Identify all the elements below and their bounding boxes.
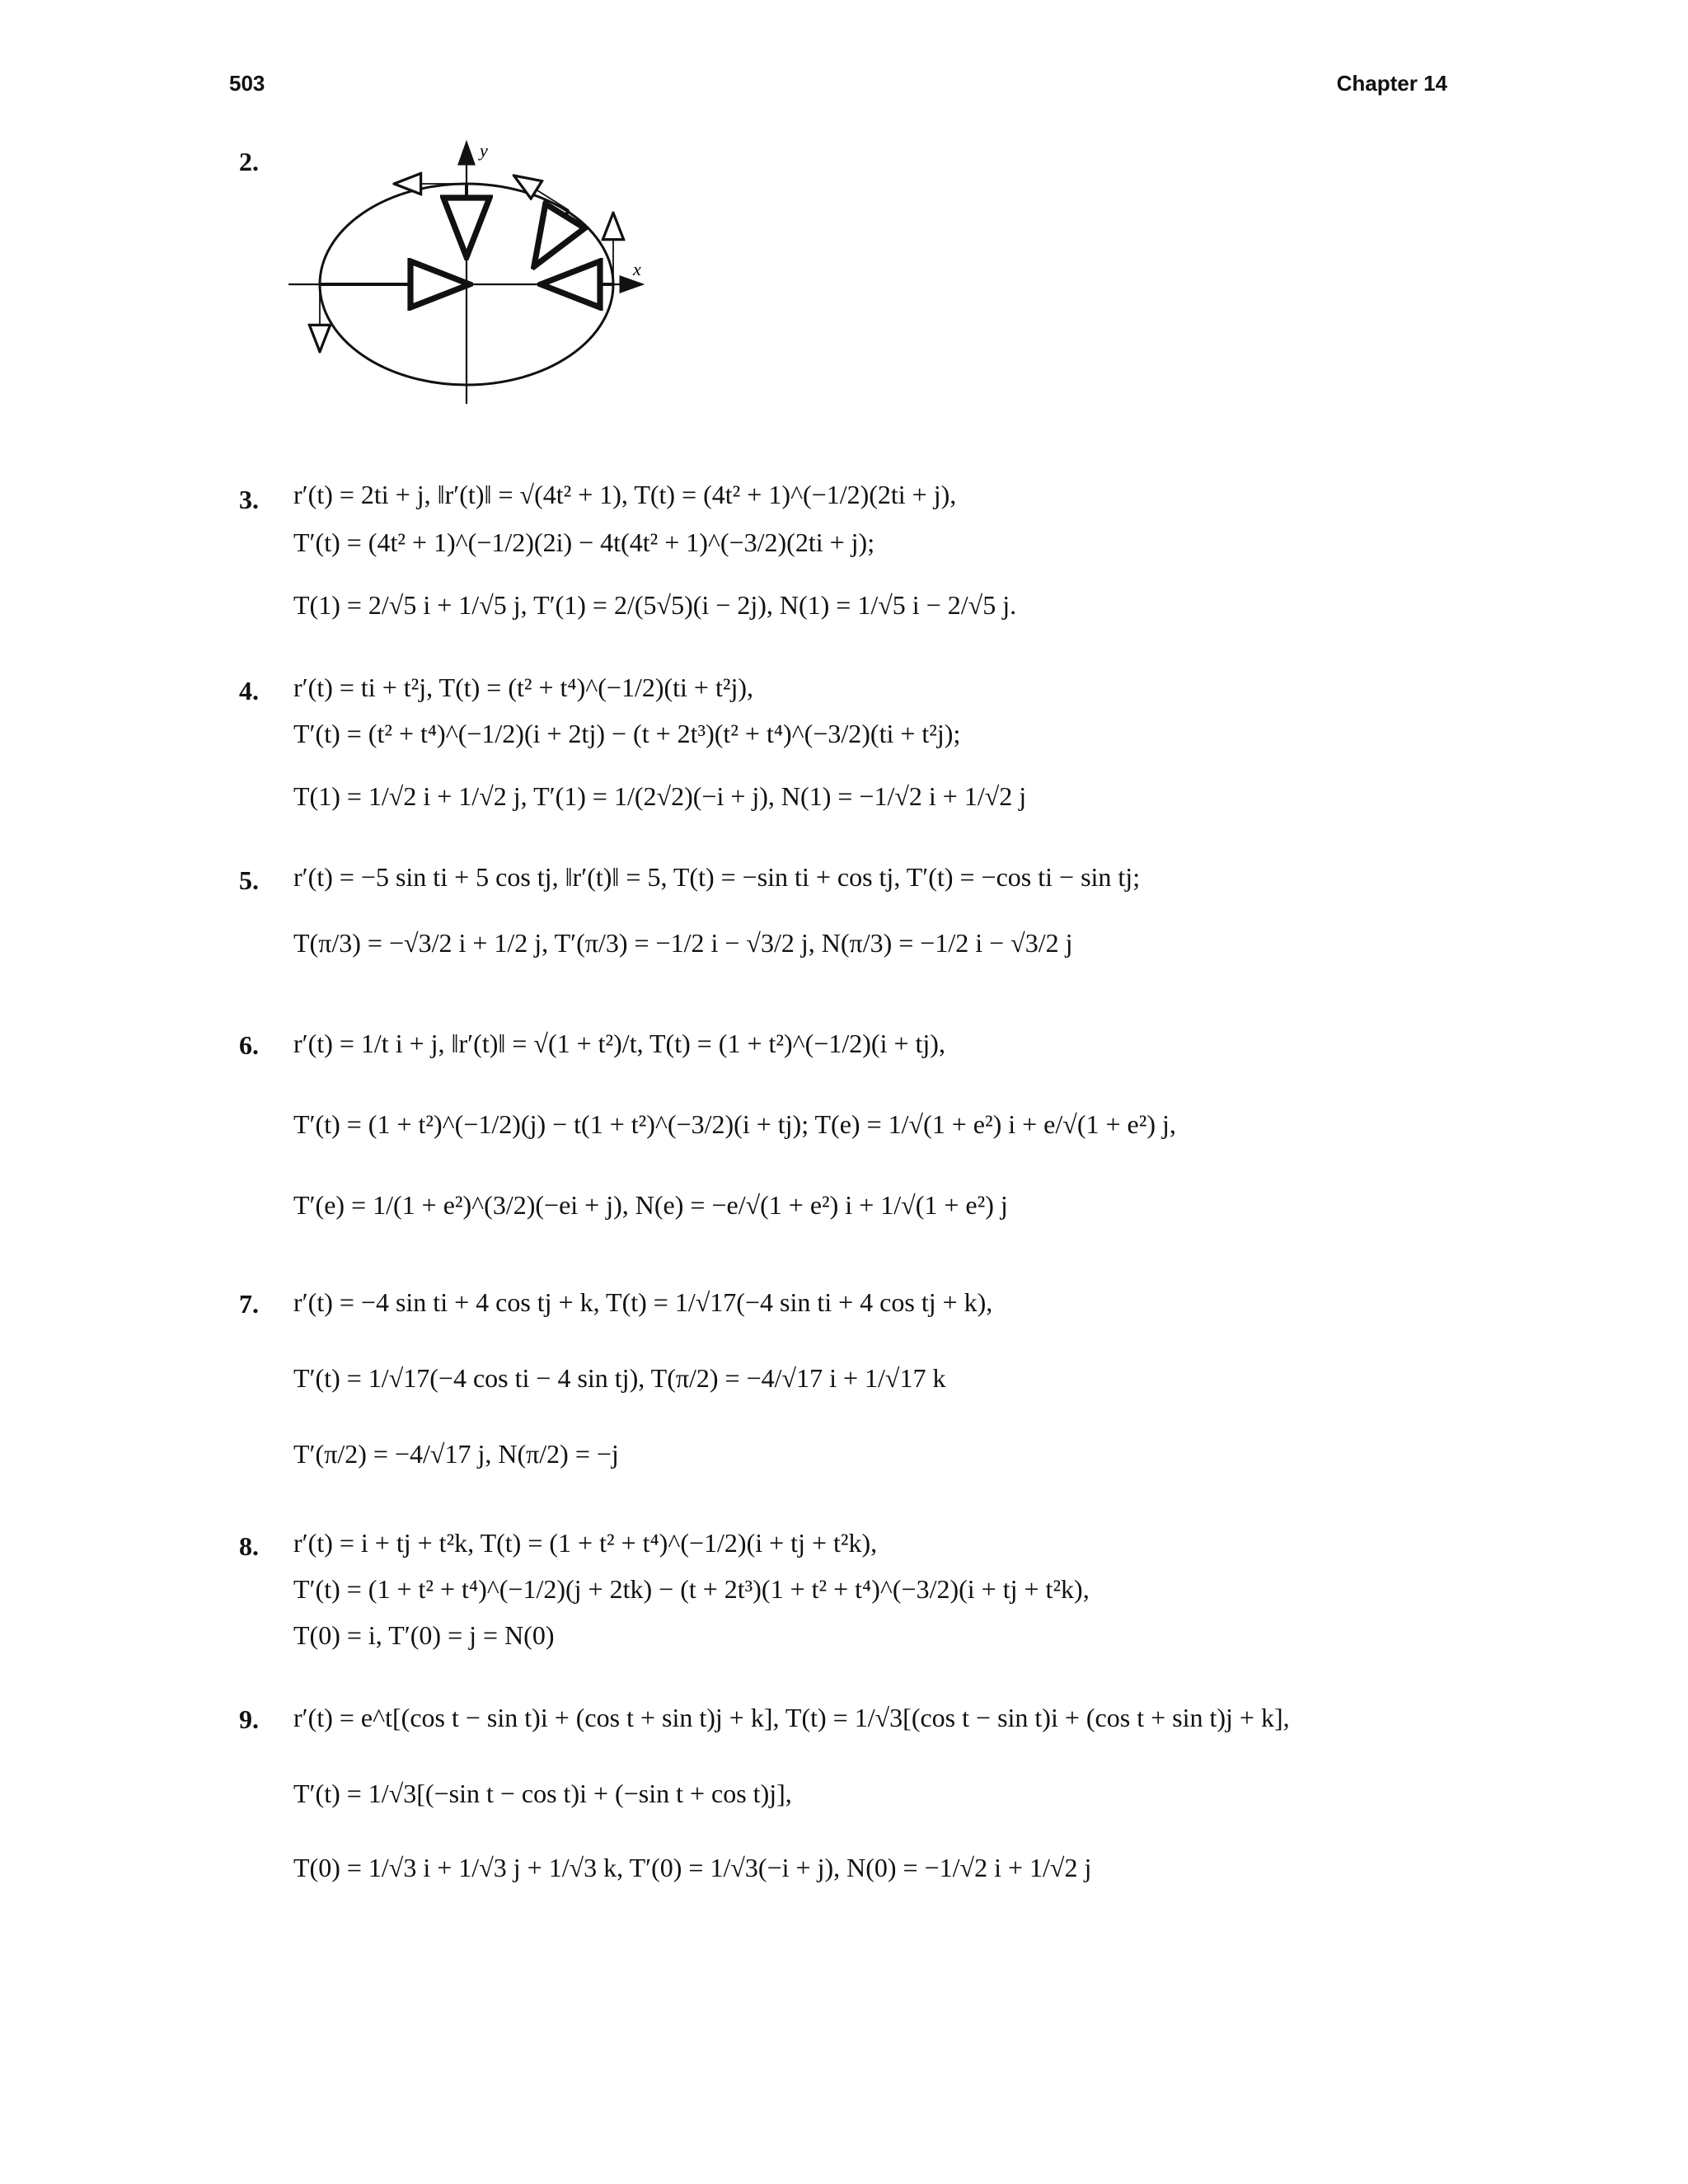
- equation-line: r′(t) = i + tj + t²k, T(t) = (1 + t² + t⁴)^(−1/2)(i + tj + t²k),: [293, 1528, 878, 1558]
- equation-line: T(0) = i, T′(0) = j = N(0): [293, 1620, 555, 1650]
- equation-line: T′(t) = (1 + t²)^(−1/2)(j) − t(1 + t²)^(−3/2)(i + tj); T(e) = 1/√(1 + e²) i + e/√(1 + e²) j,: [293, 1109, 1176, 1139]
- equation-line: T′(t) = (1 + t² + t⁴)^(−1/2)(j + 2tk) − (t + 2t³)(1 + t² + t⁴)^(−3/2)(i + tj + t²k),: [293, 1574, 1090, 1604]
- equation-line: T(1) = 2/√5 i + 1/√5 j, T′(1) = 2/(5√5)(i − 2j), N(1) = 1/√5 i − 2/√5 j.: [293, 590, 1017, 620]
- velocity-vector: [515, 176, 569, 210]
- equation-line: r′(t) = −5 sin ti + 5 cos tj, ‖r′(t)‖ = 5, T(t) = −sin ti + cos tj, T′(t) = −cos ti − sin tj;: [293, 862, 1141, 892]
- ellipse-figure: [288, 132, 668, 416]
- chapter-label: Chapter 14: [1336, 71, 1447, 96]
- acceleration-vector: [536, 210, 569, 264]
- equation-line: T′(t) = (t² + t⁴)^(−1/2)(i + 2tj) − (t + 2t³)(t² + t⁴)^(−3/2)(ti + t²j);: [293, 719, 961, 748]
- problem-number: 6.: [239, 1030, 259, 1060]
- page-number: 503: [229, 71, 265, 96]
- equation-line: r′(t) = 1/t i + j, ‖r′(t)‖ = √(1 + t²)/t, T(t) = (1 + t²)^(−1/2)(i + tj),: [293, 1029, 945, 1058]
- problem-number: 5.: [239, 865, 259, 895]
- problem-number: 3.: [239, 485, 259, 514]
- equation-line: T′(t) = (4t² + 1)^(−1/2)(2i) − 4t(4t² + 1)^(−3/2)(2ti + j);: [293, 527, 875, 557]
- equation-line: r′(t) = −4 sin ti + 4 cos tj + k, T(t) = 1/√17(−4 sin ti + 4 cos tj + k),: [293, 1287, 993, 1317]
- equation-line: T(0) = 1/√3 i + 1/√3 j + 1/√3 k, T′(0) = 1/√3(−i + j), N(0) = −1/√2 i + 1/√2 j: [293, 1853, 1092, 1882]
- problem-number: 2.: [239, 147, 259, 176]
- problem-number: 8.: [239, 1531, 259, 1561]
- x-axis-label: x: [633, 259, 641, 279]
- equation-line: T′(e) = 1/(1 + e²)^(3/2)(−ei + j), N(e) = −e/√(1 + e²) i + 1/√(1 + e²) j: [293, 1190, 1008, 1220]
- equation-line: T(1) = 1/√2 i + 1/√2 j, T′(1) = 1/(2√2)(−i + j), N(1) = −1/√2 i + 1/√2 j: [293, 781, 1027, 811]
- problem-number: 9.: [239, 1704, 259, 1734]
- equation-line: T′(t) = 1/√17(−4 cos ti − 4 sin tj), T(π/2) = −4/√17 i + 1/√17 k: [293, 1363, 946, 1393]
- y-axis-label: y: [480, 140, 488, 161]
- equation-line: r′(t) = ti + t²j, T(t) = (t² + t⁴)^(−1/2)(ti + t²j),: [293, 673, 753, 702]
- equation-line: r′(t) = 2ti + j, ‖r′(t)‖ = √(4t² + 1), T(t) = (4t² + 1)^(−1/2)(2ti + j),: [293, 480, 957, 509]
- equation-line: T(π/3) = −√3/2 i + 1/2 j, T′(π/3) = −1/2 i − √3/2 j, N(π/3) = −1/2 i − √3/2 j: [293, 928, 1073, 958]
- problem-number: 4.: [239, 676, 259, 705]
- problem-number: 7.: [239, 1289, 259, 1319]
- equation-line: r′(t) = e^t[(cos t − sin t)i + (cos t + sin t)j + k], T(t) = 1/√3[(cos t − sin t)i + (cos t + sin t)j + k],: [293, 1703, 1290, 1732]
- equation-line: T′(t) = 1/√3[(−sin t − cos t)i + (−sin t + cos t)j],: [293, 1779, 792, 1808]
- equation-line: T′(π/2) = −4/√17 j, N(π/2) = −j: [293, 1439, 619, 1469]
